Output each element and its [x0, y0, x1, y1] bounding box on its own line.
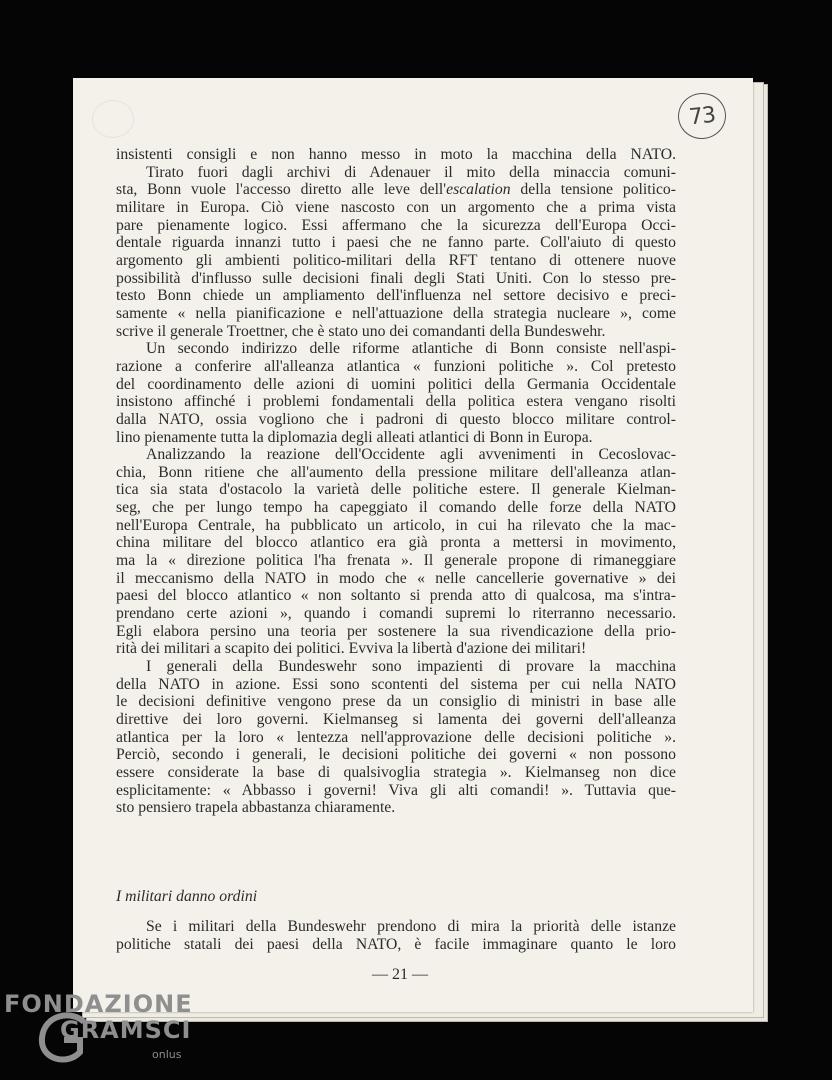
text-line: Tirato fuori dagli archivi di Adenauer il mito della minaccia comuni- — [146, 163, 676, 181]
text-line: atlantica per la loro « lentezza nell'approvazione delle decisioni politiche ». — [116, 728, 676, 746]
text-line: Perciò, secondo i generali, le decisioni politiche dei governi « non possono — [116, 746, 676, 764]
text-line: dalla NATO, ossia vogliono che i padroni di questo blocco militare control- — [116, 410, 676, 428]
text-line: le decisioni definitive vengono prese da un consiglio di ministri in base alle — [116, 693, 676, 711]
text-line: sto pensiero trapela abbastanza chiaramente. — [116, 799, 396, 817]
text-line: chia, Bonn ritiene che all'aumento della pressione militare dell'alleanza atlan- — [116, 463, 676, 481]
watermark-line-2: GRAMSCI — [60, 1016, 192, 1044]
text-line: scrive il generale Troettner, che è stato uno dei comandanti della Bundeswehr. — [116, 322, 606, 340]
text-line: militare in Europa. Ciò viene nascosto con un argomento che a prima vista — [116, 198, 676, 216]
text-line: nell'Europa Centrale, ha pubblicato un articolo, in cui ha rilevato che la mac- — [116, 516, 676, 534]
faint-stamp — [92, 100, 134, 138]
text-line: paesi del blocco atlantico « non soltanto si prenda atto di qualcosa, ma s'intra- — [116, 587, 676, 605]
watermark-line-1: FONDAZIONE — [4, 990, 193, 1018]
text-line: possibilità d'influsso sulle decisioni finali degli Stati Uniti. Con lo stesso pre- — [116, 269, 676, 287]
text-line: Un secondo indirizzo delle riforme atlantiche di Bonn consiste nell'aspi- — [146, 340, 676, 358]
text-line: Egli elabora persino una teoria per sostenere la sua rivendicazione della prio- — [116, 622, 676, 640]
page-number: — 21 — — [372, 966, 428, 983]
section-heading: I militari danno ordini — [116, 888, 258, 905]
text-line: della NATO in azione. Essi sono scontenti del sistema per cui nella NATO — [116, 675, 676, 693]
text-line: ma la « direzione politica l'ha frenata ». Il generale propone di rimaneggiare — [116, 552, 676, 570]
text-line: rità dei militari a scapito dei politici. Evviva la libertà d'azione dei militari! — [116, 640, 587, 658]
text-line: essere considerate la base di qualsivoglia strategia ». Kielmanseg non dice — [116, 763, 676, 781]
handwritten-page-annotation: 73 — [676, 91, 729, 142]
text-line: del coordinamento delle azioni di uomini politici della Germania Occidentale — [116, 375, 676, 393]
text-line: Se i militari della Bundeswehr prendono di mira la priorità delle istanze — [146, 918, 676, 935]
text-line: politiche statali dei paesi della NATO, è facile immaginare quanto le loro — [116, 935, 676, 953]
text-line: razione a conferire all'alleanza atlantica « funzioni politiche ». Col pretesto — [116, 357, 676, 375]
text-line: china militare del blocco atlantico era già pronta a mettersi in movimento, — [116, 534, 676, 552]
fondazione-gramsci-watermark — [4, 990, 214, 1070]
text-line: dentale riguarda innanzi tutto i paesi che ne fanno parte. Coll'aiuto di questo — [116, 234, 676, 252]
text-line: insistono affinché i problemi fondamentali della politica estera vengano risolti — [116, 393, 676, 411]
body-text-bottom — [116, 918, 676, 953]
text-line: esplicitamente: « Abbasso i governi! Viva gli alti comandi! ». Tuttavia que- — [116, 781, 676, 799]
body-text-top — [116, 146, 676, 817]
text-line: il meccanismo della NATO in modo che « nelle cancellerie governative » dei — [116, 569, 676, 587]
watermark-line-3: onlus — [152, 1048, 182, 1061]
text-line: Analizzando la reazione dell'Occidente agli avvenimenti in Cecoslovac- — [146, 446, 676, 464]
text-line: insistenti consigli e non hanno messo in moto la macchina della NATO. — [116, 146, 676, 163]
text-line: pare pienamente logico. Essi affermano che la sicurezza dell'Europa Occi- — [116, 216, 676, 234]
text-line: sta, Bonn vuole l'accesso diretto alle leve dell'escalation della tensione politico- — [116, 181, 676, 199]
text-line: prendano certe azioni », quando i comandi supremi lo riterranno necessario. — [116, 605, 676, 623]
text-line: argomento gli ambienti politico-militari della RFT tentano di ottenere nuove — [116, 251, 676, 269]
text-line: lino pienamente tutta la diplomazia degli alleati atlantici di Bonn in Europa. — [116, 428, 593, 446]
text-line: tica sia stata d'ostacolo la varietà delle politiche estere. Il generale Kielman- — [116, 481, 676, 499]
text-line: samente « nella pianificazione e nell'attuazione della strategia nucleare », come — [116, 304, 676, 322]
text-line: testo Bonn chiede un ampliamento dell'influenza nel settore decisivo e preci- — [116, 287, 676, 305]
text-line: direttive dei loro governi. Kielmanseg si lamenta dei governi dell'alleanza — [116, 711, 676, 728]
text-line: I generali della Bundeswehr sono impazienti di provare la macchina — [146, 658, 676, 676]
text-line: seg, che per lungo tempo ha capeggiato il comando delle forze della NATO — [116, 499, 676, 517]
